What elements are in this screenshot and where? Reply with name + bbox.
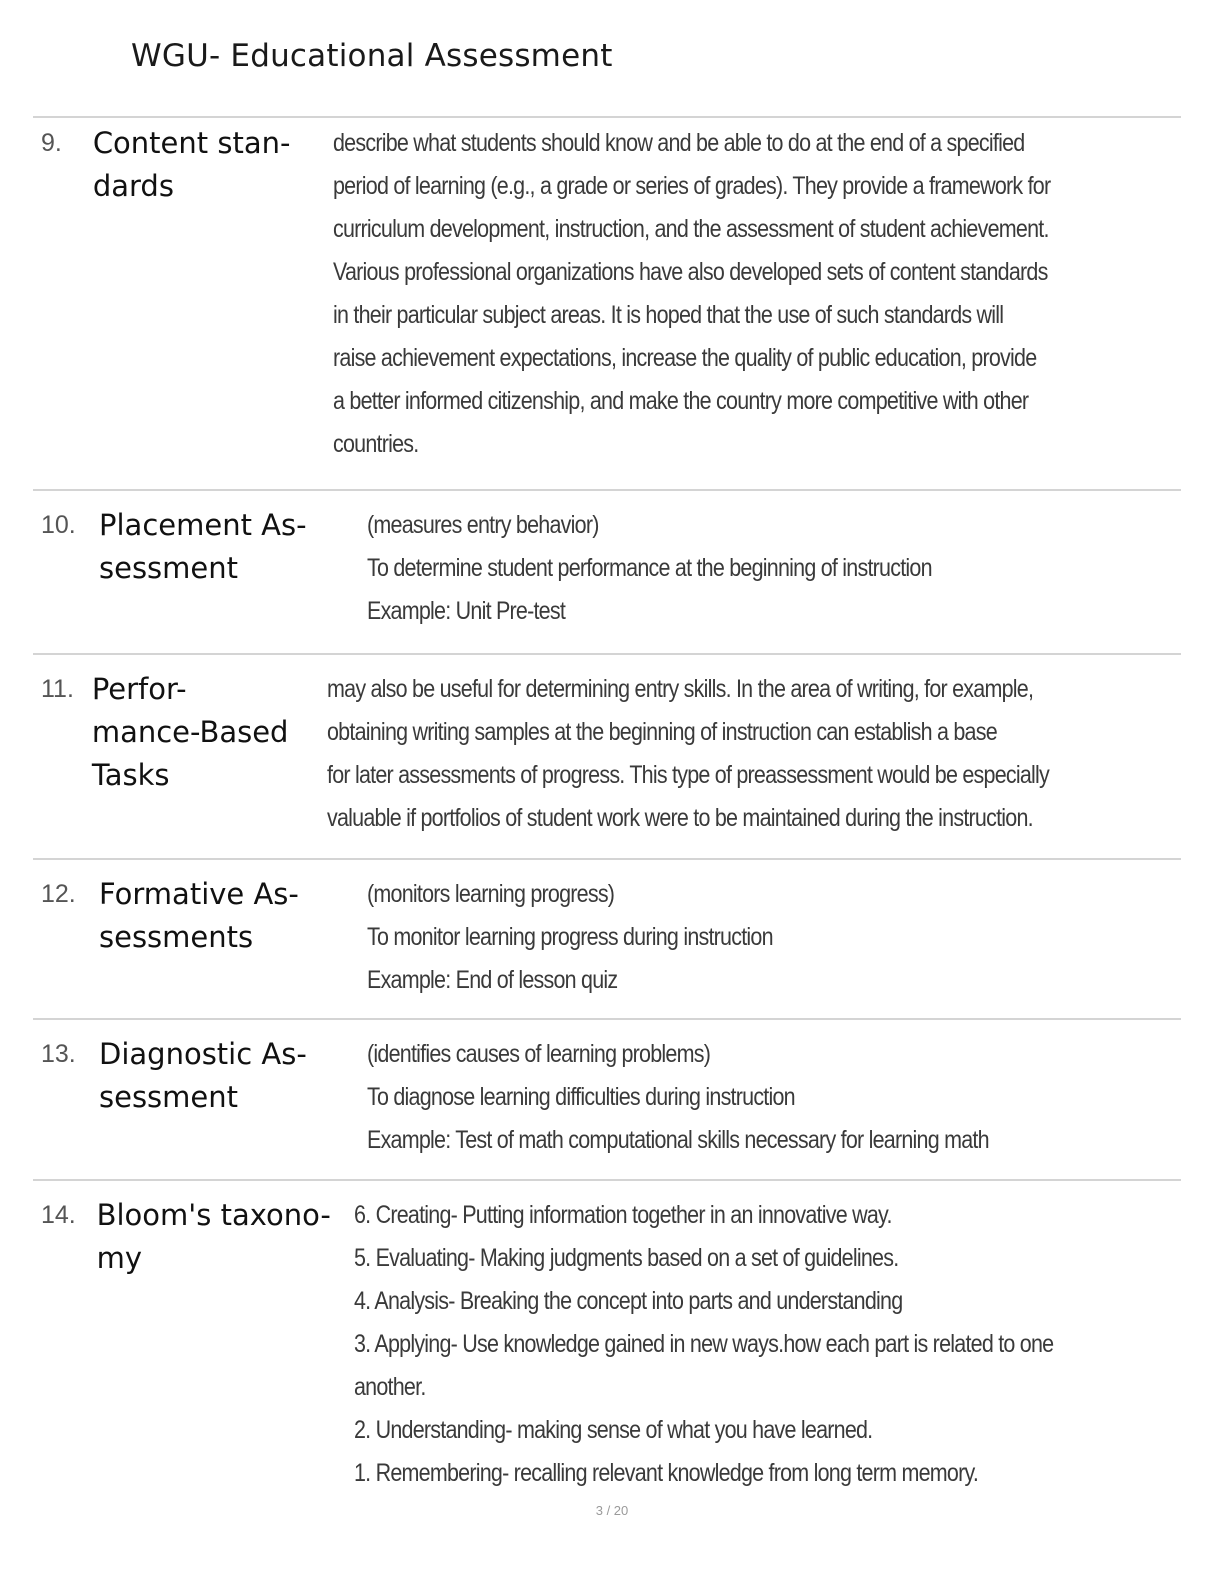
flashcard-list	[33, 116, 1181, 1495]
card-definition-line: 2. Understanding- making sense of what you have learned.	[353, 1416, 873, 1444]
card-term-line: Bloom's taxono-	[96, 1198, 331, 1232]
card-definition	[354, 1194, 1181, 1495]
card-definition-line: Example: End of lesson quiz	[367, 966, 618, 994]
card-term	[92, 668, 328, 840]
page-title: WGU- Educational Assessment	[131, 38, 613, 74]
card-definition-line: 6. Creating- Putting information together in an innovative way.	[353, 1201, 892, 1229]
card-term-line: sessment	[99, 1080, 239, 1114]
card-number: 11.	[41, 675, 74, 703]
card-term-line: Perfor-	[91, 672, 187, 706]
page-number: 3 / 20	[595, 1503, 629, 1518]
card-term-line: my	[96, 1241, 143, 1275]
card-term-line: sessments	[99, 920, 254, 954]
card-definition	[367, 873, 1181, 1002]
card-definition-line: curriculum development, instruction, and the assessment of student achievement.	[332, 215, 1049, 243]
card-definition-line: Example: Unit Pre-test	[367, 597, 566, 625]
card-definition-line: To determine student performance at the beginning of instruction	[367, 554, 932, 582]
card-term-line: Tasks	[91, 758, 170, 792]
card-definition	[367, 504, 1181, 633]
card-definition-line: obtaining writing samples at the beginning of instruction can establish a base	[327, 718, 998, 746]
card-term	[97, 1194, 354, 1495]
card-definition-line: describe what students should know and be able to do at the end of a specified	[332, 129, 1025, 157]
card-term-line: Content stan-	[92, 126, 291, 160]
card-definition-line: 3. Applying- Use knowledge gained in new ways.how each part is related to one	[353, 1330, 1054, 1358]
card-term-line: mance-Based	[91, 715, 289, 749]
card-number: 9.	[41, 129, 62, 157]
card-definition	[333, 122, 1181, 466]
card-term	[99, 504, 367, 633]
card-definition-line: To diagnose learning difficulties during instruction	[367, 1083, 795, 1111]
card-definition	[327, 668, 1181, 840]
flashcard-row	[33, 1181, 1181, 1495]
card-definition-line: a better informed citizenship, and make the country more competitive with other	[332, 387, 1029, 415]
card-definition-line: 5. Evaluating- Making judgments based on a set of guidelines.	[353, 1244, 899, 1272]
card-term-line: dards	[92, 169, 174, 203]
card-term-line: sessment	[99, 551, 239, 585]
flashcard-row	[33, 1020, 1181, 1181]
card-term	[93, 122, 333, 466]
card-definition-line: Various professional organizations have also developed sets of content standards	[332, 258, 1048, 286]
card-number: 12.	[41, 880, 76, 908]
card-definition-line: (monitors learning progress)	[367, 880, 615, 908]
card-number: 13.	[41, 1040, 76, 1068]
card-definition-line: may also be useful for determining entry skills. In the area of writing, for example,	[327, 675, 1034, 703]
flashcard-row	[33, 655, 1181, 860]
card-number: 14.	[41, 1201, 76, 1229]
card-term	[99, 873, 367, 1002]
card-definition-line: (measures entry behavior)	[367, 511, 599, 539]
card-number: 10.	[41, 511, 76, 539]
flashcard-row	[33, 860, 1181, 1020]
card-definition-line: Example: Test of math computational skills necessary for learning math	[367, 1126, 989, 1154]
card-definition-line: in their particular subject areas. It is hoped that the use of such standards will	[332, 301, 1004, 329]
card-term-line: Diagnostic As-	[99, 1037, 307, 1071]
card-term-line: Formative As-	[99, 877, 299, 911]
card-definition-line: period of learning (e.g., a grade or series of grades). They provide a framework for	[332, 172, 1051, 200]
card-definition-line: To monitor learning progress during instruction	[367, 923, 773, 951]
card-definition-line: for later assessments of progress. This type of preassessment would be especially	[327, 761, 1050, 789]
card-definition-line: 1. Remembering- recalling relevant knowledge from long term memory.	[353, 1459, 978, 1487]
flashcard-row	[33, 491, 1181, 655]
card-definition-line: 4. Analysis- Breaking the concept into parts and understanding	[353, 1287, 903, 1315]
card-definition-line: raise achievement expectations, increase the quality of public education, provide	[332, 344, 1037, 372]
card-definition-line: (identifies causes of learning problems)	[367, 1040, 711, 1068]
card-definition	[367, 1033, 1181, 1162]
flashcard-row	[33, 118, 1181, 491]
card-definition-line: countries.	[332, 430, 419, 458]
card-term	[99, 1033, 367, 1162]
card-term-line: Placement As-	[99, 508, 307, 542]
card-definition-line: another.	[353, 1373, 426, 1401]
card-definition-line: valuable if portfolios of student work were to be maintained during the instruction.	[327, 804, 1034, 832]
